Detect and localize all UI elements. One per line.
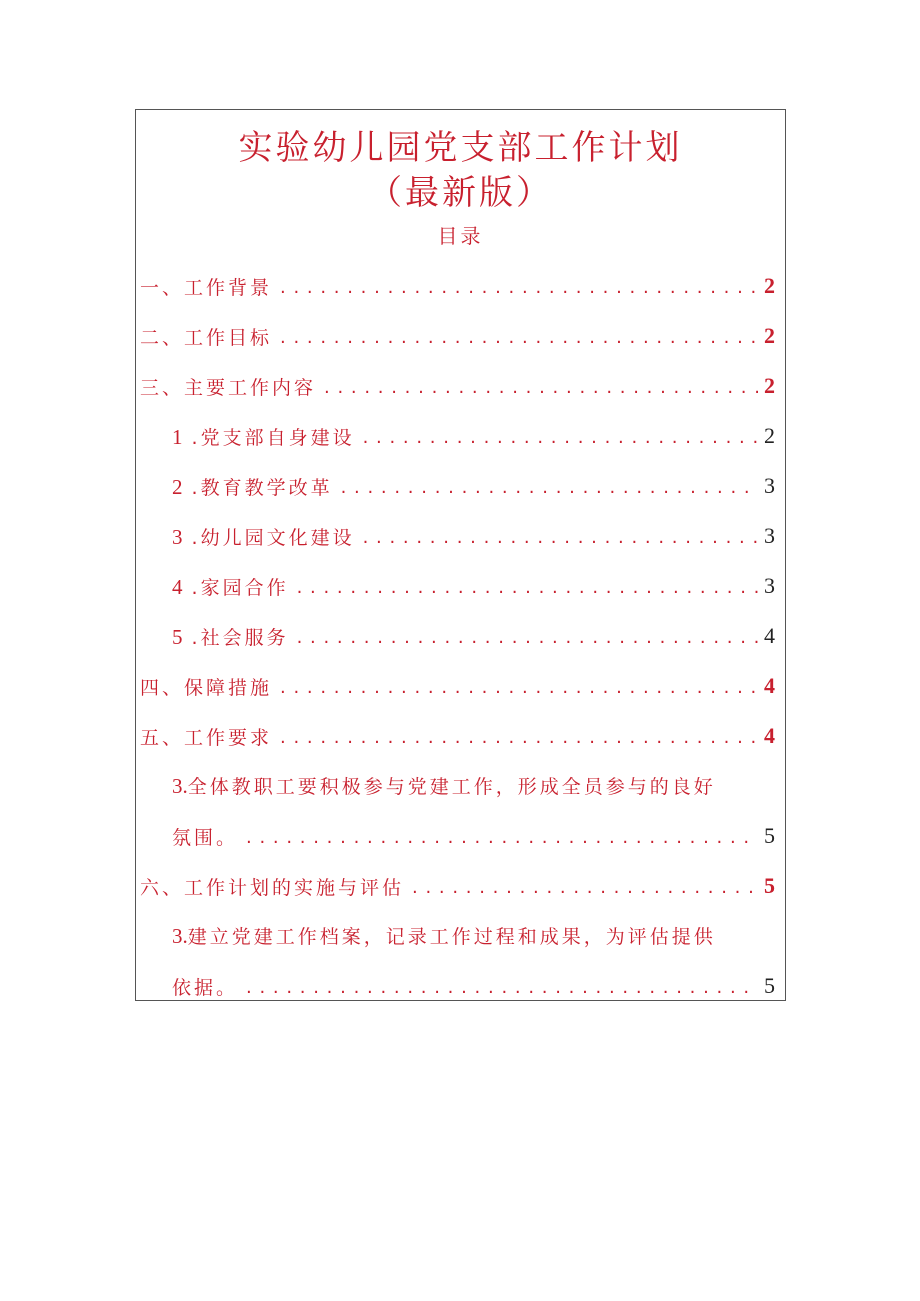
toc-entry-number: 4 bbox=[172, 575, 183, 599]
toc-leader-dots bbox=[324, 372, 758, 400]
toc-entry-label: 四、保障措施 bbox=[140, 677, 273, 699]
toc-page-number: 2 bbox=[764, 423, 775, 448]
toc-heading: 目录 bbox=[437, 224, 484, 248]
toc-leader-dots bbox=[341, 472, 758, 500]
toc-leader-dots bbox=[412, 872, 758, 900]
toc-entry-archive-line2[interactable] bbox=[172, 972, 775, 1000]
toc-entry-staff-participation-line2[interactable] bbox=[172, 822, 775, 850]
toc-entry-label: 建立党建工作档案，记录工作过程和成果，为评估提供 bbox=[187, 926, 716, 948]
toc-leader-dots bbox=[280, 322, 758, 350]
toc-page-number: 2 bbox=[764, 323, 775, 348]
toc-entry-label: 全体教职工要积极参与党建工作，形成全员参与的良好 bbox=[187, 776, 716, 798]
toc-page-number: 2 bbox=[764, 373, 775, 398]
toc-entry-label: 依据。 bbox=[172, 977, 239, 999]
toc-entry-requirements[interactable] bbox=[140, 722, 775, 750]
toc-entry-safeguards[interactable] bbox=[140, 672, 775, 700]
toc-entry-label: 氛围。 bbox=[172, 827, 239, 849]
toc-leader-dots bbox=[297, 622, 758, 650]
toc-entry-education-reform[interactable] bbox=[172, 472, 775, 500]
toc-leader-dots bbox=[363, 522, 758, 550]
toc-entry-number: 3. bbox=[172, 774, 188, 798]
document-title: 实验幼儿园党支部工作计划 bbox=[238, 128, 683, 168]
toc-entry-archive-line1[interactable] bbox=[172, 922, 716, 949]
toc-entry-goals[interactable] bbox=[140, 322, 775, 350]
toc-leader-dots bbox=[280, 272, 758, 300]
toc-entry-label: .教育教学改革 bbox=[191, 477, 333, 499]
toc-entry-home-cooperation[interactable] bbox=[172, 572, 775, 600]
toc-entry-number: 1 bbox=[172, 425, 183, 449]
toc-page-number: 4 bbox=[764, 623, 775, 648]
toc-entry-social-service[interactable] bbox=[172, 622, 775, 650]
toc-entry-number: 3 bbox=[172, 525, 183, 549]
toc-page-number: 3 bbox=[764, 523, 775, 548]
toc-page-number: 4 bbox=[764, 723, 775, 748]
toc-entry-label: 六、工作计划的实施与评估 bbox=[140, 877, 405, 899]
toc-entry-culture-building[interactable] bbox=[172, 522, 775, 550]
toc-entry-number: 2 bbox=[172, 475, 183, 499]
document-subtitle: （最新版） bbox=[368, 173, 553, 213]
toc-entry-label: .社会服务 bbox=[191, 627, 289, 649]
toc-leader-dots bbox=[363, 422, 758, 450]
toc-entry-label: 五、工作要求 bbox=[140, 727, 273, 749]
toc-entry-label: 三、主要工作内容 bbox=[140, 377, 317, 399]
toc-page-number: 3 bbox=[764, 473, 775, 498]
toc-entry-number: 5 bbox=[172, 625, 183, 649]
toc-entry-label: 一、工作背景 bbox=[140, 277, 273, 299]
toc-entry-branch-building[interactable] bbox=[172, 422, 775, 450]
toc-page-number: 5 bbox=[764, 823, 775, 848]
toc-leader-dots bbox=[246, 822, 758, 850]
toc-entry-background[interactable] bbox=[140, 272, 775, 300]
document-frame bbox=[135, 109, 786, 1001]
toc-leader-dots bbox=[246, 972, 758, 1000]
toc-page-number: 2 bbox=[764, 273, 775, 298]
toc-entry-number: 3. bbox=[172, 924, 188, 948]
toc-entry-label: .党支部自身建设 bbox=[191, 427, 355, 449]
toc-entry-label: .家园合作 bbox=[191, 577, 289, 599]
toc-page-number: 5 bbox=[764, 873, 775, 898]
toc-entry-implementation[interactable] bbox=[140, 872, 775, 900]
toc-entry-main-content[interactable] bbox=[140, 372, 775, 400]
toc-page-number: 4 bbox=[764, 673, 775, 698]
toc-page-number: 3 bbox=[764, 573, 775, 598]
toc-entry-label: .幼儿园文化建设 bbox=[191, 527, 355, 549]
toc-page-number: 5 bbox=[764, 973, 775, 998]
toc-entry-label: 二、工作目标 bbox=[140, 327, 273, 349]
toc-leader-dots bbox=[297, 572, 758, 600]
toc-entry-staff-participation-line1[interactable] bbox=[172, 772, 716, 799]
toc-leader-dots bbox=[280, 722, 758, 750]
toc-leader-dots bbox=[280, 672, 758, 700]
